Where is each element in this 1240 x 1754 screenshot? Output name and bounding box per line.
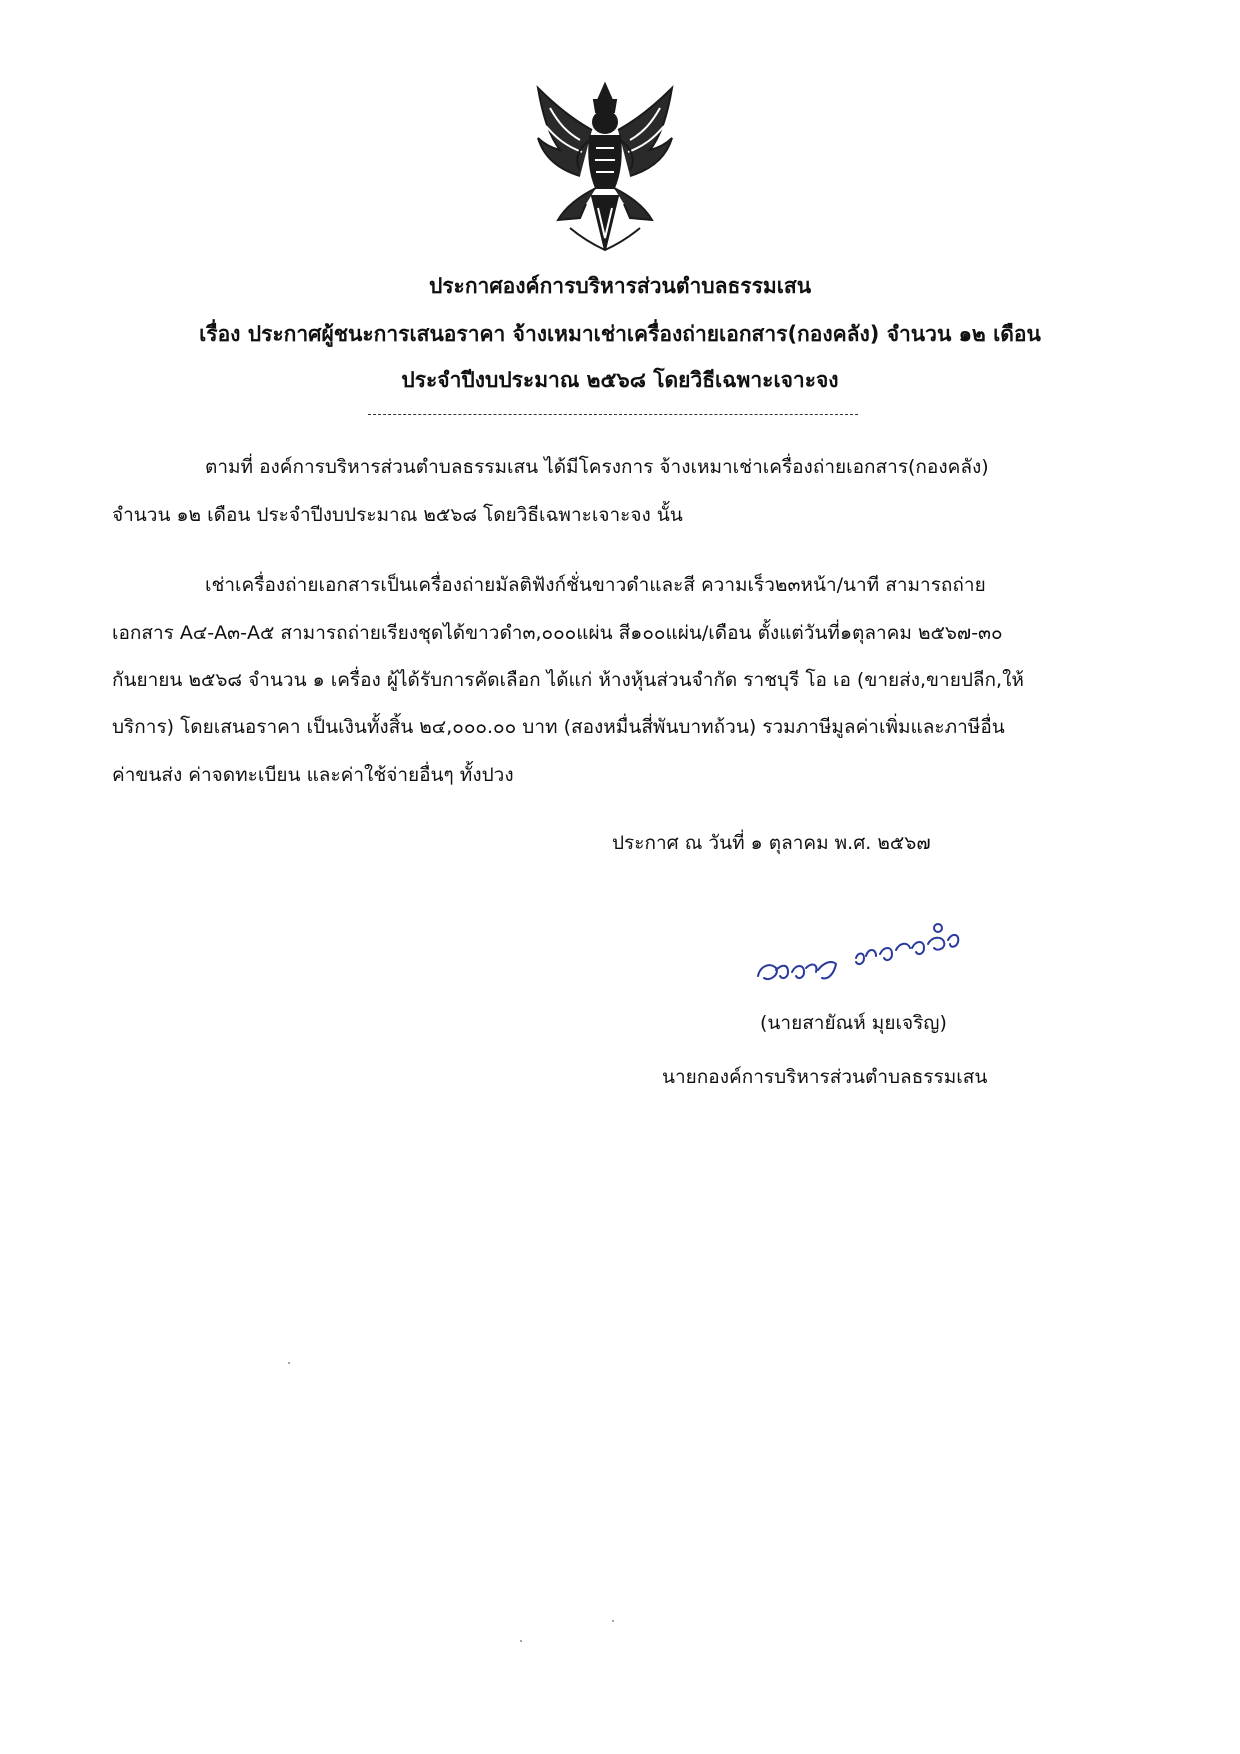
paragraph2-line5: ค่าขนส่ง ค่าจดทะเบียน และค่าใช้จ่ายอื่นๆ ทั้งปวง: [112, 764, 514, 786]
handwritten-signature: [752, 918, 992, 998]
header-organization: ประกาศองค์การบริหารส่วนตำบลธรรมเสน: [428, 274, 812, 298]
header-subject-continued: ประจำปีงบประมาณ ๒๕๖๘ โดยวิธีเฉพาะเจาะจง: [401, 368, 839, 392]
paragraph2-line3: กันยายน ๒๕๖๘ จำนวน ๑ เครื่อง ผู้ได้รับการคัดเลือก ได้แก่ ห้างหุ้นส่วนจำกัด ราชบุรี โอ เอ (ขายส่ง,ขายปลีก,ให้: [112, 669, 1024, 691]
paragraph1-line2: จำนวน ๑๒ เดือน ประจำปีงบประมาณ ๒๕๖๘ โดยวิธีเฉพาะเจาะจง นั้น: [112, 504, 683, 526]
paragraph2-line4: บริการ) โดยเสนอราคา เป็นเงินทั้งสิ้น ๒๔,๐๐๐.๐๐ บาท (สองหมื่นสี่พันบาทถ้วน) รวมภาษีมูลค่าเพิ่มและภาษีอื่น: [112, 716, 1005, 738]
paragraph2-line2: เอกสาร A๔-A๓-A๕ สามารถถ่ายเรียงชุดได้ขาวดำ๓,๐๐๐แผ่น สี๑๐๐แผ่น/เดือน ตั้งแต่วันที่๑ตุลาคม ๒๕๖๗-๓๐: [112, 622, 1003, 644]
signatory-name: (นายสายัณห์ มุยเจริญ): [760, 1012, 947, 1034]
scan-speck: [288, 1362, 290, 1364]
paragraph1-line1: ตามที่ องค์การบริหารส่วนตำบลธรรมเสน ได้มีโครงการ จ้างเหมาเช่าเครื่องถ่ายเอกสาร(กองคลัง): [205, 456, 989, 478]
paragraph2-line1: เช่าเครื่องถ่ายเอกสารเป็นเครื่องถ่ายมัลติฟังก์ชั่นขาวดำและสี ความเร็ว๒๓หน้า/นาที สามารถถ่าย: [205, 574, 986, 596]
scan-speck: [612, 1620, 614, 1622]
announcement-date: ประกาศ ณ วันที่ ๑ ตุลาคม พ.ศ. ๒๕๖๗: [612, 832, 931, 854]
header-divider: [368, 414, 858, 415]
garuda-emblem-icon: [530, 78, 680, 258]
scan-speck: [520, 1640, 522, 1642]
header-subject: เรื่อง ประกาศผู้ชนะการเสนอราคา จ้างเหมาเช่าเครื่องถ่ายเอกสาร(กองคลัง) จำนวน ๑๒ เดือน: [199, 322, 1041, 346]
signatory-position: นายกองค์การบริหารส่วนตำบลธรรมเสน: [662, 1066, 988, 1088]
